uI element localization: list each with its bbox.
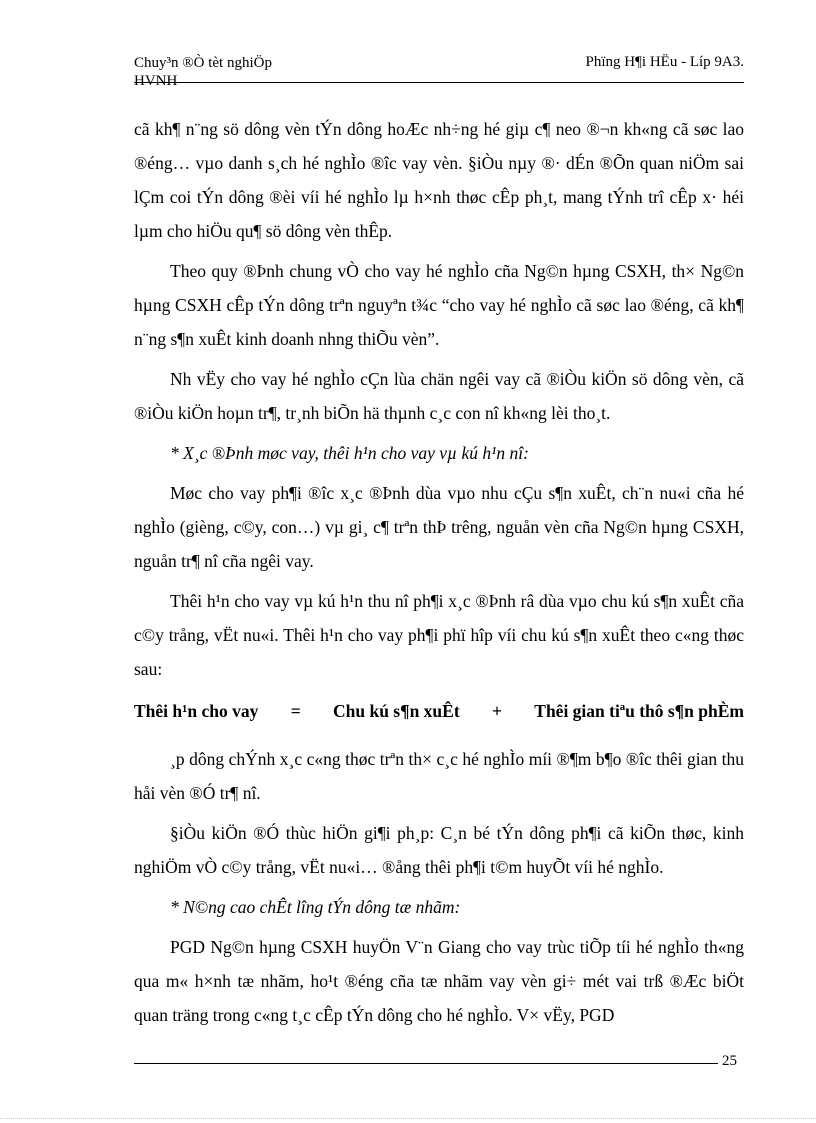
formula-term-production-cycle: Chu kú s¶n xuÊt [332,701,460,721]
page-edge-divider [0,1118,816,1119]
header-institution: HVNH [134,73,178,89]
formula-lhs: Thêi h¹n cho vay [134,701,259,721]
header-thesis-label: Chuy³n ®Ò tèt nghiÖp [134,55,272,71]
loan-term-formula [134,694,744,728]
section-heading-loan-terms: * X¸c ®Þnh møc vay, thêi h¹n cho vay vµ kú h¹n nî: [170,443,529,463]
paragraph-group-lending: PGD Ng©n hµng CSXH huyÖn V¨n Giang cho vay trùc tiÕp tíi hé nghÌo th«ng qua m« h×nh tæ nhãm, ho¹t ®éng cña tæ nhãm vay vèn gi÷ mét vai trß ®Æc biÖt quan träng trong c«ng t¸c cÊp tÝn dông cho hé nghÌo. V× vËy, PGD [134,937,744,1025]
formula-term-sales-time: Thêi gian tiªu thô s¶n phÈm [534,701,744,721]
paragraph-loan-term: Thêi h¹n cho vay vµ kú h¹n thu nî ph¶i x¸c ®Þnh râ dùa vµo chu kú s¶n xuÊt cña c©y trång, vËt nu«i. Thêi h¹n cho vay ph¶i phï hîp víi chu kú s¶n xuÊt theo c«ng thøc sau: [134,591,744,679]
section-heading-group-credit: * N©ng cao chÊt lîng tÝn dông tæ nhãm: [170,897,461,917]
page-body [134,112,744,1038]
paragraph-loan-amount: Møc cho vay ph¶i ®îc x¸c ®Þnh dùa vµo nhu cÇu s¶n xuÊt, ch¨n nu«i cña hé nghÌo (gièng, c©y, con…) vµ gi¸ c¶ trªn thÞ trêng, nguån vèn cña Ng©n hµng CSXH, nguån tr¶ nî cña ngêi vay. [134,483,744,571]
paragraph-continuation: cã kh¶ n¨ng sö dông vèn tÝn dông hoÆc nh÷ng hé giµ c¶ neo ®¬n kh«ng cã søc lao ®éng… vµo danh s¸ch hé nghÌo ®îc vay vèn. §iÒu nµy ®· dÉn ®Õn quan niÖm sai lÇm coi tÝn dông ®èi víi hé nghÌo lµ h×nh thøc cÊp ph¸t, mang tÝnh trî cÊp x· héi lµm cho hiÖu qu¶ sö dông vèn thÊp. [134,119,744,241]
header-rule [134,82,744,83]
page-number: 25 [722,1053,737,1069]
paragraph-implementation-condition: §iÒu kiÖn ®Ó thùc hiÖn gi¶i ph¸p: C¸n bé tÝn dông ph¶i cã kiÕn thøc, kinh nghiÖm vÒ c©y trång, vËt nu«i… ®ång thêi ph¶i t©m huyÕt víi hé nghÌo. [134,823,744,877]
paragraph-formula-application: ¸p dông chÝnh x¸c c«ng thøc trªn th× c¸c hé nghÌo míi ®¶m b¶o ®îc thêi gian thu håi vèn ®Ó tr¶ nî. [134,749,744,803]
header-author: Phïng H¶i HËu - Líp 9A3. [585,54,744,70]
footer-rule [134,1063,718,1064]
header-left [134,54,272,90]
formula-plus: + [491,701,502,721]
formula-equals: = [290,701,301,721]
paragraph-lending-principle: Theo quy ®Þnh chung vÒ cho vay hé nghÌo cña Ng©n hµng CSXH, th× Ng©n hµng CSXH cÊp tÝn dông trªn nguyªn t¾c “cho vay hé nghÌo cã søc lao ®éng, cã kh¶ n¨ng s¶n xuÊt kinh doanh nhng thiÕu vèn”. [134,261,744,349]
paragraph-borrower-selection: Nh vËy cho vay hé nghÌo cÇn lùa chän ngêi vay cã ®iÒu kiÖn sö dông vèn, cã ®iÒu kiÖn hoµn tr¶, tr¸nh biÕn hä thµnh c¸c con nî kh«ng lèi tho¸t. [134,369,744,423]
